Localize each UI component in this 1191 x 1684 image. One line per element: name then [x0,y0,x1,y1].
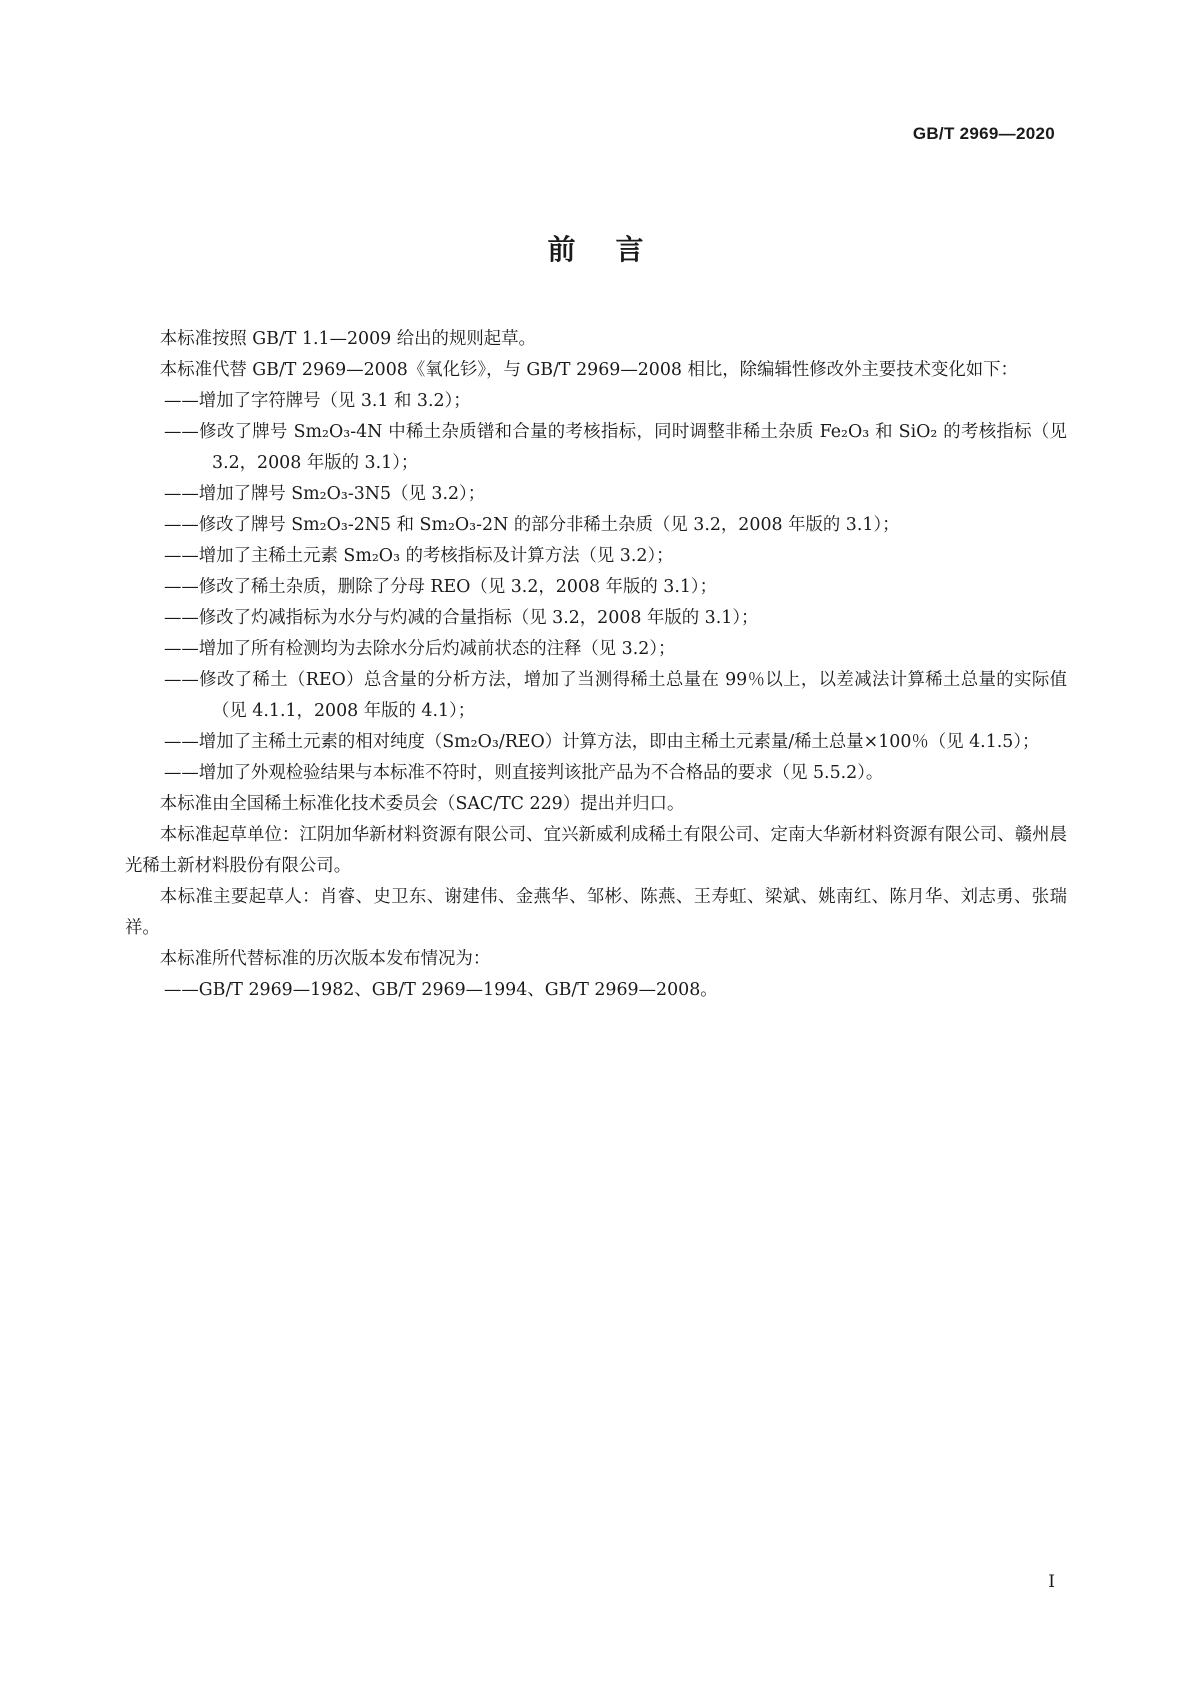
paragraph-drafters: 本标准主要起草人：肖睿、史卫东、谢建伟、金燕华、邹彬、陈燕、王寿虹、梁斌、姚南红、陈月华、刘志勇、张瑞祥。 [125,887,1067,938]
page-title: 前言 [547,233,684,266]
list-item: ——修改了牌号 Sm₂O₃-4N 中稀土杂质镨和合量的考核指标，同时调整非稀土杂质 Fe₂O₃ 和 SiO₂ 的考核指标（见 3.2，2008 年版的 3.1）； [164,422,1067,473]
list-item: ——增加了字符牌号（见 3.1 和 3.2）； [164,391,471,411]
list-item: ——修改了稀土（REO）总含量的分析方法，增加了当测得稀土总量在 99％以上，以差减法计算稀土总量的实际值（见 4.1.1，2008 年版的 4.1）； [164,670,1067,721]
paragraph-replacement: 本标准代替 GB/T 2969—2008《氧化钐》，与 GB/T 2969—2008 相比，除编辑性修改外主要技术变化如下： [159,360,1018,380]
list-item: ——增加了外观检验结果与本标准不符时，则直接判该批产品为不合格品的要求（见 5.5.2）。 [164,763,884,783]
paragraph-version-history: 本标准所代替标准的历次版本发布情况为： [159,949,491,969]
paragraph-drafting-rules: 本标准按照 GB/T 1.1—2009 给出的规则起草。 [159,329,536,349]
list-item: ——增加了牌号 Sm₂O₃-3N5（见 3.2）； [164,484,486,504]
document-body [125,324,1067,1006]
list-item: ——增加了主稀土元素 Sm₂O₃ 的考核指标及计算方法（见 3.2）； [164,546,674,566]
standard-code: GB/T 2969—2020 [912,124,1055,143]
page-number: I [1048,1572,1055,1592]
paragraph-proposer: 本标准由全国稀土标准化技术委员会（SAC/TC 229）提出并归口。 [159,794,685,814]
list-item: ——修改了牌号 Sm₂O₃-2N5 和 Sm₂O₃-2N 的部分非稀土杂质（见 3.2，2008 年版的 3.1）； [164,515,900,535]
list-item: ——增加了所有检测均为去除水分后灼减前状态的注释（见 3.2）； [164,639,676,659]
paragraph-drafting-units: 本标准起草单位：江阴加华新材料资源有限公司、宜兴新威利成稀土有限公司、定南大华新材料资源有限公司、赣州晨光稀土新材料股份有限公司。 [125,825,1067,876]
list-item: ——GB/T 2969—1982、GB/T 2969—1994、GB/T 2969—2008。 [164,980,718,1000]
list-item: ——修改了灼减指标为水分与灼减的合量指标（见 3.2，2008 年版的 3.1）； [164,608,759,628]
list-item: ——增加了主稀土元素的相对纯度（Sm₂O₃/REO）计算方法，即由主稀土元素量/稀土总量×100％（见 4.1.5）； [164,732,1040,752]
list-item: ——修改了稀土杂质，删除了分母 REO（见 3.2，2008 年版的 3.1）； [164,577,718,597]
